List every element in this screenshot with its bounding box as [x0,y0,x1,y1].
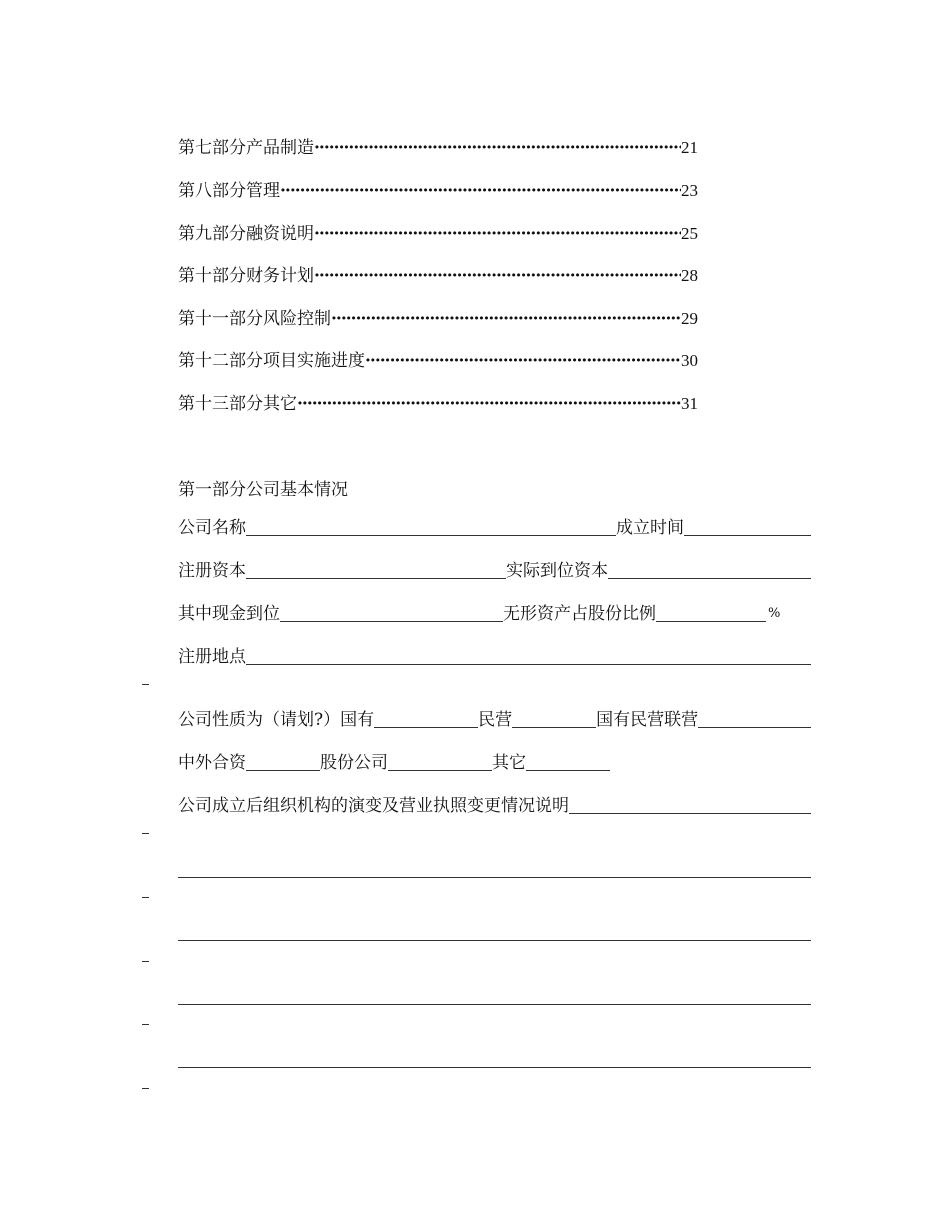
margin-mark [142,961,149,962]
toc-page-number: 23 [681,181,698,200]
registered-address-label: 注册地点 [178,647,246,667]
joint-stock-field[interactable] [388,750,492,771]
other-field[interactable] [526,750,610,771]
percent-sign: % [768,606,781,621]
toc-entry[interactable] [178,133,698,157]
company-nature-label: 公司性质为（请划?）国有 [178,710,375,730]
form-row-company-name [178,514,811,540]
form-row-capital [178,557,811,583]
toc-entry-title: 第十一部分风险控制 [178,309,331,329]
toc-entry-title: 第八部分管理 [178,181,280,201]
toc-entry[interactable] [178,304,698,328]
form-row-company-nature [178,706,811,732]
evolution-note-field[interactable] [569,793,811,814]
toc-entry-title: 第十部分财务计划 [178,266,314,286]
toc-page-number: 25 [681,224,698,243]
toc-entry[interactable] [178,176,698,200]
paid-in-capital-field[interactable] [608,558,811,579]
toc-page-number: 28 [681,266,698,285]
toc-leader-dots [280,181,681,201]
form-row-address [178,643,811,669]
other-label: 其它 [492,753,526,773]
intangible-ratio-field[interactable] [656,601,766,622]
toc-leader-dots [331,309,681,329]
toc-entry[interactable] [178,219,698,243]
company-name-field[interactable] [246,515,616,536]
cash-paid-field[interactable] [280,601,503,622]
state-private-joint-field[interactable] [698,707,811,728]
toc-entry-title: 第十三部分其它 [178,394,297,414]
private-label: 民营 [478,710,513,730]
toc-page-number: 31 [681,394,698,413]
margin-mark [142,897,149,898]
toc-entry[interactable] [178,261,698,285]
toc-leader-dots [314,138,681,158]
writing-line[interactable] [178,877,811,878]
toc-leader-dots [314,224,681,244]
form-row-cash-intangible [178,600,811,626]
paid-in-capital-label: 实际到位资本 [506,561,608,581]
toc-leader-dots [297,394,681,414]
cash-paid-label: 其中现金到位 [178,604,280,624]
toc-entry-title: 第十二部分项目实施进度 [178,351,365,371]
margin-mark [142,833,149,834]
state-owned-field[interactable] [374,707,478,728]
toc-page-number: 30 [681,351,698,370]
section-title: 第一部分公司基本情况 [178,480,348,500]
toc-page-number: 21 [681,138,698,157]
sino-foreign-label: 中外合资 [178,753,246,773]
margin-mark [142,684,149,685]
toc-entry-title: 第九部分融资说明 [178,224,314,244]
writing-line[interactable] [178,1004,811,1005]
toc-page-number: 29 [681,309,698,328]
founded-field[interactable] [684,515,811,536]
writing-line[interactable] [178,940,811,941]
evolution-note-label: 公司成立后组织机构的演变及营业执照变更情况说明 [178,796,569,816]
toc-entry[interactable] [178,389,698,413]
form-row-evolution [178,792,811,818]
toc-leader-dots [314,266,681,286]
intangible-ratio-label: 无形资产占股份比例 [503,604,656,624]
registered-address-field[interactable] [246,644,811,665]
writing-line[interactable] [178,1067,811,1068]
private-field[interactable] [512,707,596,728]
toc-entry[interactable] [178,346,698,370]
joint-stock-label: 股份公司 [320,753,388,773]
sino-foreign-field[interactable] [246,750,320,771]
founded-label: 成立时间 [616,518,684,538]
registered-capital-label: 注册资本 [178,561,246,581]
registered-capital-field[interactable] [246,558,506,579]
state-private-joint-label: 国有民营联营 [596,710,699,730]
margin-mark [142,1024,149,1025]
toc-entry-title: 第七部分产品制造 [178,138,314,158]
margin-mark [142,1088,149,1089]
company-name-label: 公司名称 [178,518,246,538]
form-row-company-nature-cont [178,749,610,775]
toc-leader-dots [365,351,681,371]
